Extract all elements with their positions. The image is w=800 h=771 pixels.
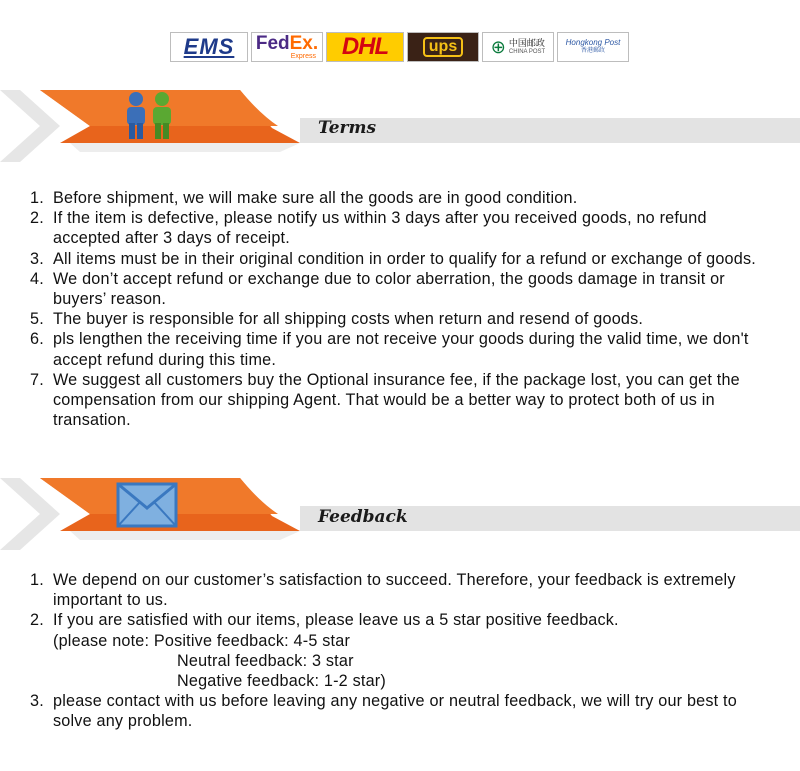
list-number: 6. <box>30 330 44 349</box>
list-item <box>30 208 775 248</box>
list-item <box>30 691 775 731</box>
note-positive: (please note: Positive feedback: 4-5 star <box>53 631 351 650</box>
ems-logo <box>170 32 248 62</box>
list-number: 5. <box>30 310 44 329</box>
ups-logo-text: ups <box>423 37 463 57</box>
carrier-logos <box>170 32 629 64</box>
list-number: 3. <box>30 249 44 268</box>
terms-title: Terms <box>318 118 377 138</box>
note-negative: Negative feedback: 1-2 star) <box>177 672 386 691</box>
list-number: 2. <box>30 611 44 630</box>
fedex-express-text: Express <box>290 53 316 60</box>
list-number: 7. <box>30 370 44 389</box>
list-text: please contact with us before leaving any negative or neutral feedback, we will try our best to solve any problem. <box>53 692 737 731</box>
china-post-logo <box>482 32 554 62</box>
hongkong-post-cn-text: 香港郵政 <box>580 48 605 55</box>
list-item <box>30 188 775 208</box>
list-text: Before shipment, we will make sure all the goods are in good condition. <box>53 189 578 207</box>
people-icon <box>120 90 180 142</box>
fedex-logo <box>251 32 323 62</box>
list-number: 2. <box>30 209 44 228</box>
list-item <box>30 269 775 309</box>
ups-logo <box>407 32 479 62</box>
list-number: 3. <box>30 692 44 711</box>
hongkong-post-logo <box>557 32 629 62</box>
list-item <box>30 370 775 431</box>
dhl-logo-text: DHL <box>341 33 389 60</box>
list-item <box>30 309 775 329</box>
fedex-fed-text: Fed <box>255 33 290 54</box>
list-number: 1. <box>30 189 44 207</box>
china-post-cn-text: 中国邮政 <box>508 37 545 48</box>
list-text: pls lengthen the receiving time if you are not receive your goods during the valid time, we don't accept refund during this time. <box>53 330 749 369</box>
list-text: If you are satisfied with our items, please leave us a 5 star positive feedback. <box>53 611 619 630</box>
feedback-banner <box>0 476 800 556</box>
list-text: We depend on our customer’s satisfaction to succeed. Therefore, your feedback is extremely important to us. <box>53 571 736 610</box>
terms-list <box>30 188 775 430</box>
note-neutral: Neutral feedback: 3 star <box>177 651 354 670</box>
terms-banner <box>0 88 800 168</box>
list-item <box>30 570 775 610</box>
list-text: The buyer is responsible for all shipping costs when return and resend of goods. <box>53 310 644 329</box>
list-text: If the item is defective, please notify us within 3 days after you received goods, no refund accepted after 3 days of receipt. <box>53 209 707 248</box>
ems-logo-text: EMS <box>183 34 235 59</box>
fedex-ex-text: Ex. <box>289 33 319 54</box>
china-post-en-text: CHINA POST <box>508 48 546 55</box>
list-text: We suggest all customers buy the Optional insurance fee, if the package lost, you can get the compensation from our shipping Agent. That would be a better way to protect both of us in transation. <box>53 370 740 430</box>
list-number: 1. <box>30 571 44 589</box>
dhl-logo <box>326 32 404 62</box>
list-number: 4. <box>30 269 44 288</box>
feedback-list <box>30 570 775 732</box>
list-text: We don’t accept refund or exchange due to color aberration, the goods damage in transit or buyers’ reason. <box>53 269 725 309</box>
china-post-icon: ⊕ <box>490 36 506 57</box>
envelope-icon <box>116 482 178 528</box>
list-item <box>30 249 775 269</box>
hongkong-post-en-text: Hongkong Post <box>565 38 621 48</box>
list-text: All items must be in their original condition in order to qualify for a refund or exchange of goods. <box>53 249 756 268</box>
feedback-title: Feedback <box>318 507 408 527</box>
list-item <box>30 610 775 691</box>
list-item <box>30 329 775 369</box>
